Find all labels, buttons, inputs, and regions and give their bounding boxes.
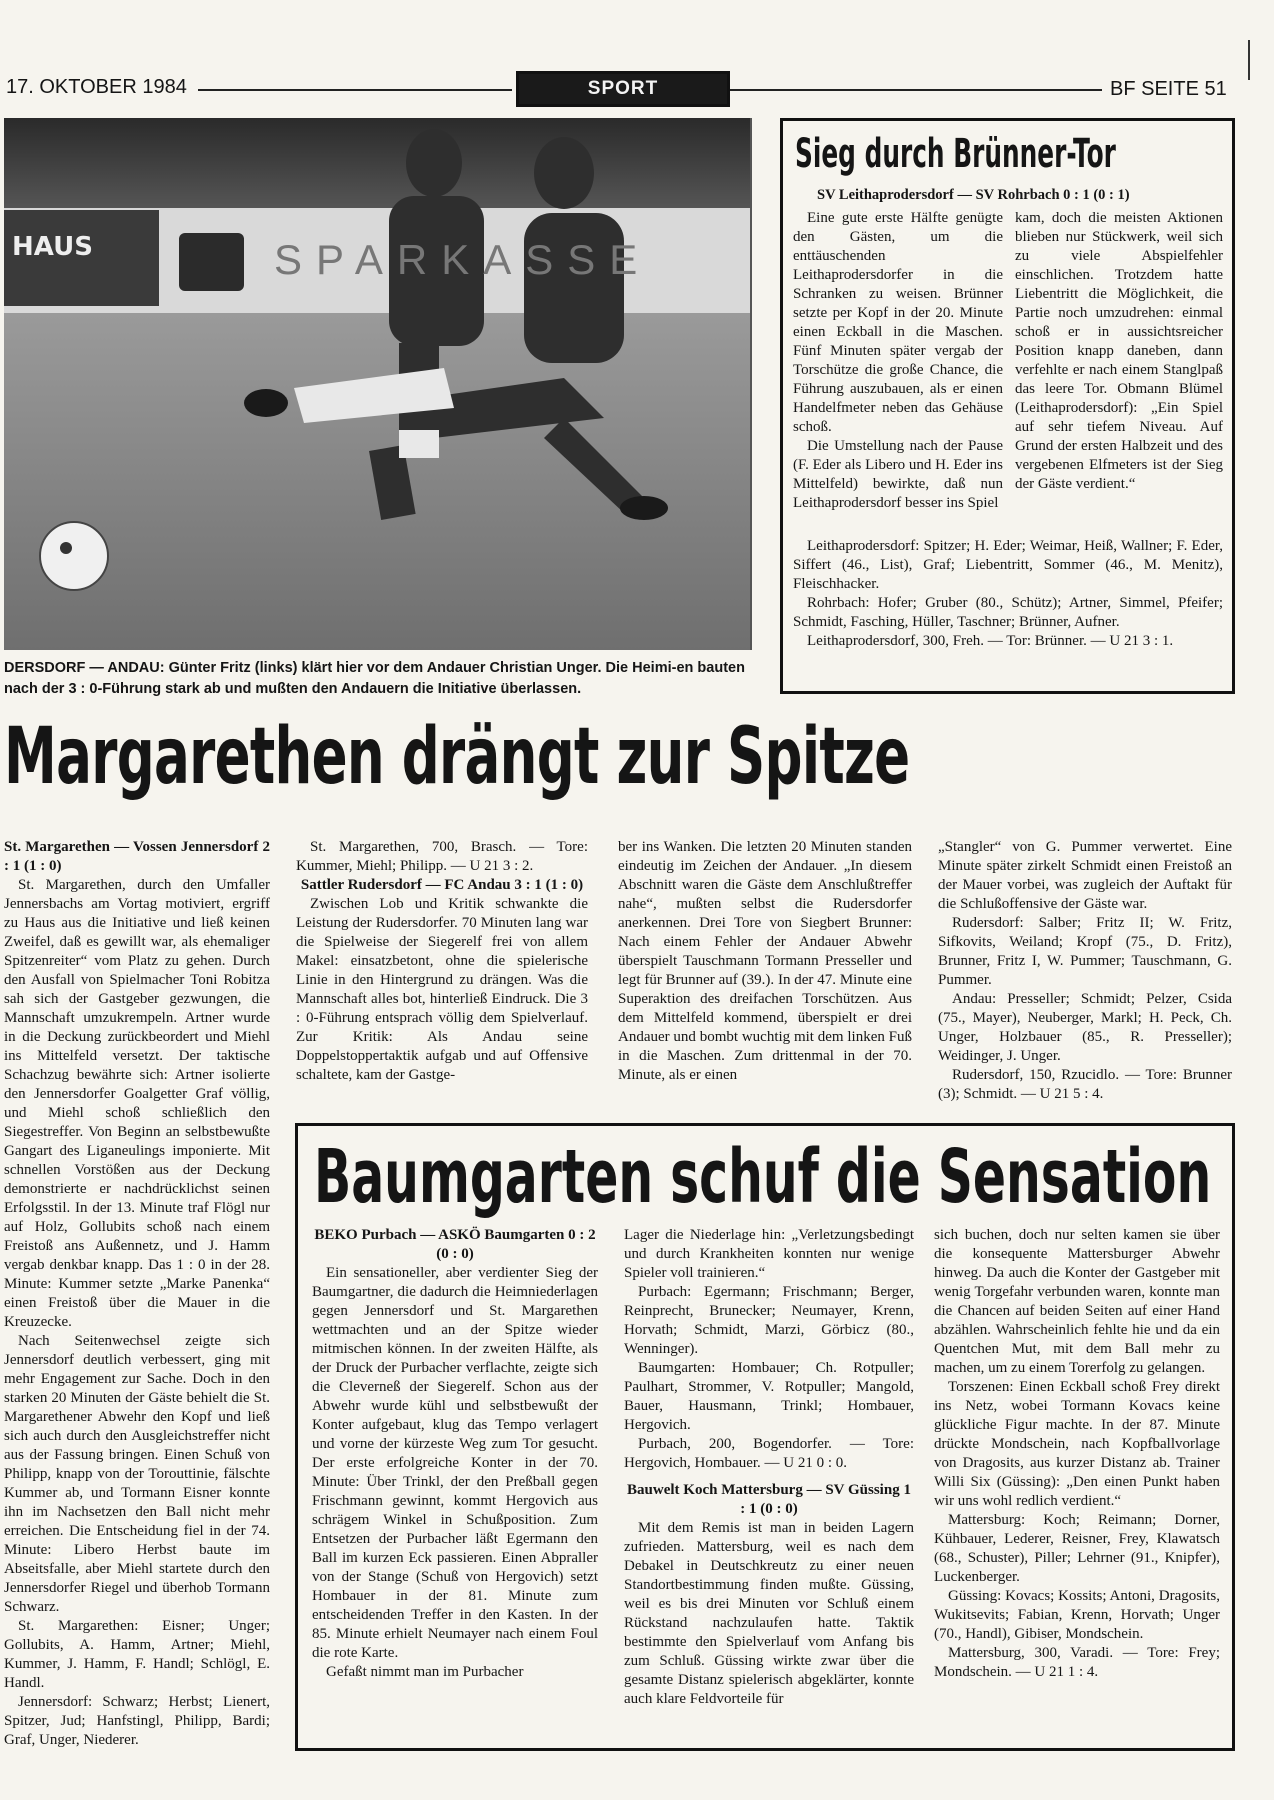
- article-sieg-headline: Sieg durch Brünner-Tor: [795, 131, 1116, 177]
- article-sieg-match: SV Leithaprodersdorf — SV Rohrbach 0 : 1 (0 : 1): [817, 187, 1130, 203]
- article-margarethen-col1: [4, 838, 270, 1750]
- page-number: BF SEITE 51: [1110, 78, 1227, 100]
- paragraph: „Stangler“ von G. Pummer verwertet. Eine Minute später zirkelt Schmidt einen Freistoß an der Mauer vorbei, was zugleich der Auftakt für die Schlußoffensive der Gäste war.: [938, 839, 1232, 912]
- article-sieg-col2: [1015, 209, 1223, 494]
- article-baumgarten-headline: Baumgarten schuf die Sensation: [314, 1134, 1212, 1220]
- result-line: Purbach, 200, Bogendorfer. — Tore: Hergovich, Hombauer. — U 21 0 : 0.: [624, 1436, 914, 1471]
- section-label: SPORT: [516, 71, 730, 107]
- paragraph: Nach Seitenwechsel zeigte sich Jennersdorf deutlich verbessert, ging mit mehr Engagement zur Sache. Doch in den starken 20 Minuten der Gäste behielt die St. Margarethener Abwehr den Kopf und ließ sich auch durch den Ausgleichstreffer nicht aus der Fassung bringen. Einen Schuß von Philipp, knapp von der Torouttinie, fälschte Kummer ab, und Tormann Eisner konnte ihn im Nachsetzen den Ball nicht mehr erreichen. Die Entscheidung fiel in der 74. Minute: Libero Herbst baute im Abseitsfalle, aber Miehl startete durch den Jennersdorfer Riegel und überhob Tormann Schwarz.: [4, 1333, 270, 1615]
- photo-caption: DERSDORF — ANDAU: Günter Fritz (links) klärt hier vor dem Andauer Christian Unger. Die Heimi-en bauten nach der 3 : 0-Führung stark ab und mußten den Andauern die Initiative überlassen.: [4, 660, 745, 697]
- paragraph: Eine gute erste Hälfte genügte den Gästen, um die enttäuschenden Leithaprodersdorfer in die Schranken zu weisen. Brünner setzte per Kopf in der 20. Minute einen Eckball in die Maschen. Fünf Minuten später vergab der Torschütze die große Chance, die Führung auszubauen, als er einen Handelfmeter neben das Gehäuse schoß.: [793, 210, 1003, 435]
- header-rule-left: [198, 89, 512, 91]
- banner-text-right: SPARKASSE: [274, 236, 652, 283]
- article-baumgarten-col2: [624, 1226, 914, 1709]
- match-heading: BEKO Purbach — ASKÖ Baumgarten 0 : 2 (0 : 0): [314, 1227, 596, 1262]
- lineup: Leithaprodersdorf: Spitzer; H. Eder; Weimar, Heiß, Wallner; F. Eder, Siffert (46., List), Graf; Liebentritt, Sommer (46., M. Menitz), Fleischhacker.: [793, 538, 1223, 592]
- issue-date: 17. OKTOBER 1984: [6, 76, 187, 98]
- match-heading: St. Margarethen — Vossen Jennersdorf 2 : 1 (1 : 0): [4, 839, 270, 874]
- paragraph: Ein sensationeller, aber verdienter Sieg der Baumgartner, die dadurch die Heimniederlagen gegen Jennersdorf und St. Margarethen wettmachten und an der Spitze wieder mitmischen können. In der zweiten Hälfte, als der Druck der Purbacher verflachte, zeigte sich die Cleverneß der Siegerelf. Schon aus der Abwehr wurde kühl und selbstbewußt der Konter aufgebaut, klug das Tempo verlagert und vorne der kürzeste Weg zum Tor gesucht. Der erste erfolgreiche Konter in der 70. Minute: Über Trinkl, der den Preßball gegen Frischmann gewinnt, kommt Hergovich aus schrägem Winkel in Schußposition. Zum Entsetzen der Purbacher läßt Egermann den Ball im kurzen Eck passieren. Einen Abpraller von der Stange (Schuß von Hergovich) setzt Hombauer in der 81. Minute zum entscheidenden Treffer in den Kasten. In der 85. Minute erhielt Neumayer nach einem Foul die rote Karte.: [312, 1265, 598, 1661]
- photo-illustration: [4, 118, 750, 650]
- paragraph: Mit dem Remis ist man in beiden Lagern zufrieden. Mattersburg, weil es nach dem Debakel in Deutschkreutz zu einer neuen Standortbestimmung finden mußte. Güssing, weil es bis drei Minuten vor Schluß einem Rückstand nachzulaufen hatte. Taktik bestimmte den Spielverlauf vom Anfang bis zum Schluß. Güssing wirkte zwar über die gesamte Distanz spielerisch abgeklärter, konnte auch klare Feldvorteile für: [624, 1520, 914, 1707]
- article-baumgarten-col1: [312, 1226, 598, 1682]
- header-rule-right: [730, 89, 1102, 91]
- result-line: Leithaprodersdorf, 300, Freh. — Tor: Brünner. — U 21 3 : 1.: [807, 633, 1174, 649]
- lineup: Jennersdorf: Schwarz; Herbst; Lienert, Spitzer, Jud; Hanfstingl, Philipp, Bardi; Graf, Unger, Niederer.: [4, 1694, 270, 1748]
- article-margarethen-col3: [618, 838, 912, 1085]
- paragraph: kam, doch die meisten Aktionen blieben nur Stückwerk, weil sich zu viele Abspielfehler einschlichen. Trotzdem hatte Liebentritt die Möglichkeit, die Partie noch umzudrehen: einmal schoß er in aussichtsreicher Position knapp daneben, dann verfehlte er nach einem Stanglpaß das leere Tor. Obmann Blümel (Leithaprodersdorf): „Ein Spiel auf sehr tiefem Niveau. Auf Grund der ersten Halbzeit und des vergebenen Elfmeters ist der Sieg der Gäste verdient.“: [1015, 210, 1223, 492]
- lineup: Rohrbach: Hofer; Gruber (80., Schütz); Artner, Simmel, Pfeifer; Schmidt, Fasching, Hüller, Taschner; Brünner, Aufner.: [793, 595, 1223, 630]
- result-line: St. Margarethen, 700, Brasch. — Tore: Kummer, Miehl; Philipp. — U 21 3 : 2.: [296, 839, 588, 874]
- paragraph: Zwischen Lob und Kritik schwankte die Leistung der Rudersdorfer. 70 Minuten lang war die Spielweise der Siegerelf frei von allem Makel: einsatzbetont, ohne die spielerische Linie in den Hintergrund zu drängen. Was die Mannschaft alles bot, hinterließ Eindruck. Die 3 : 0-Führung entsprach völlig dem Spielverlauf. Zur Kritik: Als Andau seine Doppelstoppertaktik aufgab und auf Offensive schaltete, kam der Gastge-: [296, 896, 588, 1083]
- article-margarethen-headline: Margarethen drängt zur Spitze: [4, 712, 910, 802]
- lineup: Andau: Presseller; Schmidt; Pelzer, Csida (75., Mayer), Neuberger, Markl; H. Peck, Ch. Unger, Holzbauer (85., R. Presseller); Weidinger, J. Unger.: [938, 991, 1232, 1064]
- lineup: Purbach: Egermann; Frischmann; Berger, Reinprecht, Brunecker; Neumayer, Krenn, Horvath; Schmidt, Marzi, Görbicz (80., Wenninger).: [624, 1284, 914, 1357]
- result-line: Rudersdorf, 150, Rzucidlo. — Tore: Brunner (3); Schmidt. — U 21 5 : 4.: [938, 1067, 1232, 1102]
- article-sieg-box: [780, 118, 1235, 694]
- paragraph: St. Margarethen, durch den Umfaller Jennersbachs am Vortag motiviert, ergriff zu Haus aus die Initiative und ließ keinen Zweifel, daß es gewillt war, als ehemaliger Spitzenreiter“ vom Platz zu gehen. Durch den Ausfall von Spielmacher Toni Robitza sah sich der Gastgeber gezwungen, die Mannschaft umzukrempeln. Artner wurde in die Deckung zurückbeordert und Miehl ins Mittelfeld versetzt. Der taktische Schachzug bewährte sich: Artner isolierte den Jennersdorfer Goalgetter Graf völlig, und Miehl schoß schließlich den Siegestreffer. Von Beginn an selbstbewußte Gangart des Liganeulings imponierte. Mit schnellen Vorstößen aus der Deckung demonstrierte er nachdrücklichst seinen Erfolgsstil. In der 13. Minute traf Flögl nur auf Holz, Gollubits schoß nach einem Freistoß ans Außennetz, und J. Hamm vergab denkbar knapp. Das 1 : 0 in der 28. Minute: Kummer setzte „Marke Panenka“ einen Freistoß über die Mauer in die Kreuzecke.: [4, 877, 270, 1330]
- margin-mark: [1248, 40, 1250, 80]
- article-margarethen-col2: [296, 838, 588, 1085]
- article-baumgarten-box: [295, 1123, 1235, 1751]
- result-line: Mattersburg, 300, Varadi. — Tore: Frey; Mondschein. — U 21 1 : 4.: [934, 1645, 1220, 1680]
- paragraph: Die Umstellung nach der Pause (F. Eder als Libero und H. Eder ins Mittelfeld) bewirkte, daß nun Leithaprodersdorf besser ins Spiel: [793, 438, 1003, 511]
- lineup: Güssing: Kovacs; Kossits; Antoni, Dragosits, Wukitsevits; Fabian, Krenn, Horvath; Unger (70., Handl), Gibiser, Mondschein.: [934, 1588, 1220, 1642]
- banner-text-left: HAUS: [12, 232, 93, 262]
- match-heading: Bauwelt Koch Mattersburg — SV Güssing 1 : 1 (0 : 0): [627, 1482, 911, 1517]
- lineup: Rudersdorf: Salber; Fritz II; W. Fritz, Sifkovits, Weiland; Kropf (75., D. Fritz), Brunner, Fritz I, W. Pummer; Tauschmann, G. Pummer.: [938, 915, 1232, 988]
- article-baumgarten-col3: [934, 1226, 1220, 1682]
- paragraph: ber ins Wanken. Die letzten 20 Minuten standen eindeutig im Zeichen der Andauer. „In diesem Abschnitt waren die Gäste dem Anschlußtreffer nahe“, mußten selbst die Rudersdorfer anerkennen. Drei Tore von Siegbert Brunner: Nach einem Fehler der Andauer Abwehr überspielt Tauschmann Tormann Presseller und legt für Brunner auf (39.). In der 47. Minute eine Superaktion des dreifachen Torschützen. Aus dem Mittelfeld kommend, überspielt er drei Andauer und bombt wuchtig mit dem linken Fuß in die Maschen. Zum drittenmal in der 70. Minute, als er einen: [618, 839, 912, 1083]
- article-margarethen-col4: [938, 838, 1232, 1104]
- paragraph: Lager die Niederlage hin: „Verletzungsbedingt und durch Krankheiten konnten nur wenige Spieler voll trainieren.“: [624, 1227, 914, 1281]
- paragraph: Torszenen: Einen Eckball schoß Frey direkt ins Netz, wobei Tormann Kovacs keine glückliche Figur machte. In der 87. Minute drückte Mondschein, nach Kopfballvorlage von Dragosits, aus kurzer Distanz ab. Trainer Willi Six (Güssing): „Den einen Punkt haben wir uns wohl redlich verdient.“: [934, 1379, 1220, 1509]
- article-sieg-col1: [793, 209, 1003, 513]
- lineup: St. Margarethen: Eisner; Unger; Gollubits, A. Hamm, Artner; Miehl, Kummer, J. Hamm, F. Handl; Schlögl, E. Handl.: [4, 1618, 270, 1691]
- paragraph: sich buchen, doch nur selten kamen sie über die konsequente Mattersburger Abwehr hinweg. Da auch die Konter der Gastgeber mit wenig Torgefahr verbunden waren, konnte man die Chancen auf beiden Seiten auf einer Hand abzählen. Wahrscheinlich fehlte hie und da ein Quentchen Mut, mit dem Ball mehr zu machen, um zu einem Torerfolg zu gelangen.: [934, 1227, 1220, 1376]
- match-photo: [4, 118, 752, 650]
- lineup: Mattersburg: Koch; Reimann; Dorner, Kühbauer, Lederer, Reisner, Frey, Klawatsch (68., Schuster), Piller; Lehrner (91., Knipfer), Luckenberger.: [934, 1512, 1220, 1585]
- match-heading: Sattler Rudersdorf — FC Andau 3 : 1 (1 : 0): [300, 877, 584, 893]
- paragraph: Gefaßt nimmt man im Purbacher: [326, 1664, 524, 1680]
- lineup: Baumgarten: Hombauer; Ch. Rotpuller; Paulhart, Strommer, V. Rotpuller; Mangold, Bauer, Hausmann, Trinkl; Hombauer, Hergovich.: [624, 1360, 914, 1433]
- article-sieg-lineups: [793, 537, 1223, 651]
